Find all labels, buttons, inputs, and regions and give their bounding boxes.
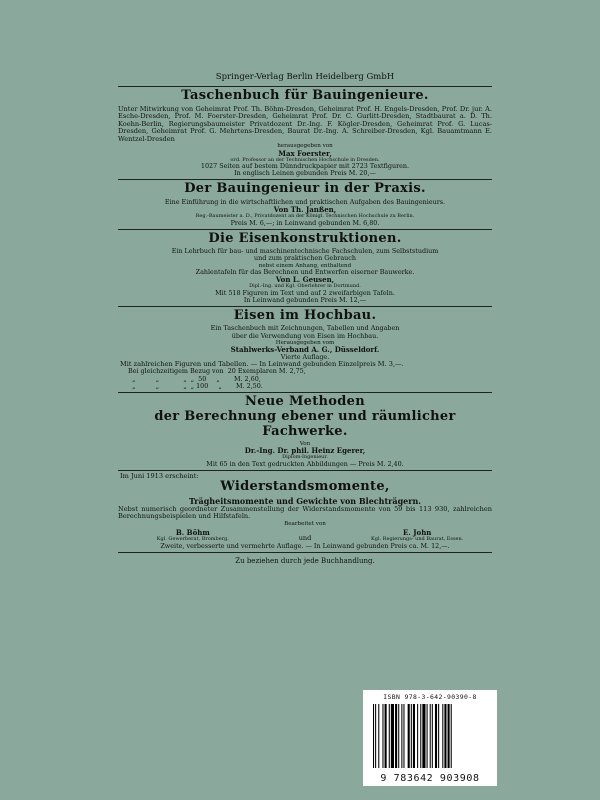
- description-line: und zum praktischen Gebrauch: [254, 254, 356, 263]
- book-eisen-hochbau: [118, 309, 492, 391]
- author-role: Kgl. Gewerberat, Bromberg.: [156, 536, 229, 543]
- description-line: nebst einem Anhang, enthaltend: [258, 262, 352, 269]
- barcode-bar: [448, 704, 450, 768]
- price: In Leinwand gebunden Preis M. 12,—: [243, 295, 367, 304]
- editor: Stahlwerks-Verband A. G., Düsseldorf.: [230, 344, 380, 354]
- barcode-bar: [401, 704, 402, 768]
- divider: [118, 179, 492, 180]
- author: Von Th. Janßen,: [273, 205, 337, 215]
- bulk-price-row: „ „ „ „ 100 „ M. 2,50.: [128, 382, 263, 391]
- barcode-bar: [442, 704, 443, 768]
- edited-by: Bearbeitet von: [284, 520, 326, 527]
- isbn-text: ISBN 978-3-642-90390-8: [383, 693, 477, 701]
- author: Von L. Geusen,: [275, 275, 335, 285]
- barcode-bar: [444, 704, 446, 768]
- barcode-bar: [411, 704, 412, 768]
- price: In englisch Leinen gebunden Preis M. 20,—: [234, 169, 376, 178]
- barcode-bar: [375, 704, 376, 768]
- editor: Max Foerster,: [278, 148, 332, 158]
- book-title: Widerstandsmomente,: [220, 479, 390, 495]
- author-1: [118, 529, 268, 542]
- bulk-price-table: [118, 368, 492, 390]
- barcode-bar: [438, 704, 439, 768]
- book-subtitle: Eine Einführung in die wirtschaftlichen und praktischen Aufgaben des Bauingenieurs.: [164, 198, 446, 206]
- edited-by: Herausgegeben vom: [275, 339, 335, 346]
- barcode-bar: [391, 704, 394, 768]
- barcode-bar: [382, 704, 383, 768]
- book-bauingenieur-praxis: [118, 182, 492, 226]
- barcode-bar: [408, 704, 410, 768]
- book-title: Eisen im Hochbau.: [233, 307, 377, 323]
- book-taschenbuch: [118, 89, 492, 177]
- price: Zweite, verbesserte und vermehrte Auflage. — In Leinwand gebunden Preis ca. M. 12,—.: [160, 541, 450, 550]
- barcode-bar: [430, 704, 431, 768]
- description-line: über die Verwendung von Eisen im Hochbau.: [231, 331, 379, 340]
- description-line: Ein Taschenbuch mit Zeichnungen, Tabellen und Angaben: [210, 324, 400, 333]
- author-role: Reg.-Baumeister a. D., Privatdozent an der Königl. Technischen Hochschule zu Berlin.: [195, 213, 415, 219]
- and-word: und: [298, 534, 312, 543]
- author-name: B. Böhm: [175, 528, 210, 538]
- contributors: Unter Mitwirkung von Geheimrat Prof. Th. Böhm-Dresden, Geheimrat Prof. H. Engels-Dresden, Prof. Dr. jur. A. Esche-Dresden, Prof. M. Foerster-Dresden, Geheimrat Prof. Dr. C. Gurlitt-Dresden, Stadtbaurat a. D. Th. Koehn-Berlin, Regierungsbaumeister Privatdozent Dr.-Ing. F. Kögler-Dresden, Geheimrat Prof. G. Lucas-Dresden, Geheimrat Prof. G. Mehrtens-Dresden, Baurat Dr.-Ing. A. Schreiber-Dresden, Kgl. Bauamtmann E. Wentzel-Dresden: [118, 104, 492, 143]
- barcode-bar: [373, 704, 374, 768]
- book-title: Die Eisenkonstruktionen.: [208, 230, 402, 246]
- book-title: Der Bauingenieur in der Praxis.: [184, 181, 426, 197]
- bulk-price-row: Bei gleichzeitigem Bezug von 20 Exemplaren M. 2,75,: [128, 367, 306, 376]
- barcode-bar: [403, 704, 404, 768]
- author-role: Kgl. Regierungs- und Baurat, Essen.: [371, 536, 464, 543]
- book-title: Taschenbuch für Bauingenieure.: [181, 88, 429, 103]
- page-count: 1027 Seiten auf bestem Dünndruckpapier mit 2723 Textfiguren.: [200, 162, 410, 171]
- author-2: [342, 529, 492, 542]
- edition: Vierte Auflage.: [280, 352, 330, 361]
- divider: [118, 392, 492, 393]
- divider: [118, 470, 492, 471]
- author: Dr.-Ing. Dr. phil. Heinz Egerer,: [244, 446, 366, 456]
- advertisement-page: [118, 66, 492, 565]
- footer-note: Zu beziehen durch jede Buchhandlung.: [235, 556, 375, 565]
- divider: [118, 552, 492, 553]
- authors: [118, 529, 492, 542]
- barcode-bar: [385, 704, 387, 768]
- announcement: Im Juni 1913 erscheint:: [120, 471, 199, 480]
- barcode-bar: [395, 704, 397, 768]
- description-line: Zahlentafeln für das Berechnen und Entwerfen eiserner Bauwerke.: [195, 267, 415, 276]
- book-widerstandsmomente: [118, 473, 492, 550]
- barcode-bar: [417, 704, 418, 768]
- von: Von: [299, 441, 311, 448]
- barcode-bar: [398, 704, 399, 768]
- book-title: Neue Methoden: [245, 394, 365, 410]
- barcode-label: [363, 690, 497, 786]
- edited-by: herausgegeben von: [277, 143, 333, 150]
- figures: Mit 518 Figuren im Text und auf 2 zweifarbigen Tafeln.: [215, 288, 395, 297]
- description-line: Ein Lehrbuch für bau- und maschinentechnische Fachschulen, zum Selbststudium: [171, 247, 439, 256]
- author-role: Diplom-Ingenieur.: [282, 454, 328, 461]
- divider: [118, 229, 492, 230]
- author-name: E. John: [403, 528, 432, 538]
- barcode-bar: [389, 704, 390, 768]
- barcode-bar: [427, 704, 428, 768]
- author-role: Dipl.-Ing. und Kgl. Oberlehrer in Dortmund.: [249, 282, 361, 289]
- divider: [118, 86, 492, 87]
- price: Mit 65 in den Text gedruckten Abbildungen — Preis M. 2,40.: [206, 459, 404, 468]
- book-title-line2: der Berechnung ebener und räumlicher Fachwerke.: [154, 408, 456, 439]
- barcode-bar: [378, 704, 379, 768]
- divider: [118, 306, 492, 307]
- ean-number: 9 783642 903908: [380, 773, 480, 784]
- publisher-name: Springer-Verlag Berlin Heidelberg GmbH: [215, 72, 395, 82]
- barcode-bar: [435, 704, 437, 768]
- price: Preis M. 6,—; in Leinwand gebunden M. 6,80.: [230, 218, 380, 227]
- barcode-bar: [451, 704, 452, 768]
- barcode-bar: [432, 704, 433, 768]
- barcode-bar: [422, 704, 425, 768]
- bulk-price-row: „ „ „ „ 50 „ M. 2,60,: [128, 374, 261, 383]
- price: Mit zahlreichen Figuren und Tabellen. — In Leinwand gebunden Einzelpreis M. 3,—.: [120, 359, 404, 368]
- book-eisenkonstruktionen: [118, 232, 492, 304]
- barcode-bar: [413, 704, 415, 768]
- barcode-icon: [373, 704, 489, 768]
- editor-role: ord. Professor an der Technischen Hochschule in Dresden.: [230, 156, 380, 163]
- book-neue-methoden: [118, 395, 492, 467]
- book-subtitle: Trägheitsmomente und Gewichte von Blechträgern.: [188, 495, 422, 506]
- description: Nebst numerisch geordneter Zusammenstellung der Widerstandsmomente von 59 bis 113 930, zahlreichen Berechnungsbeispielen und Hilfstafeln.: [118, 504, 492, 521]
- barcode-bar: [420, 704, 421, 768]
